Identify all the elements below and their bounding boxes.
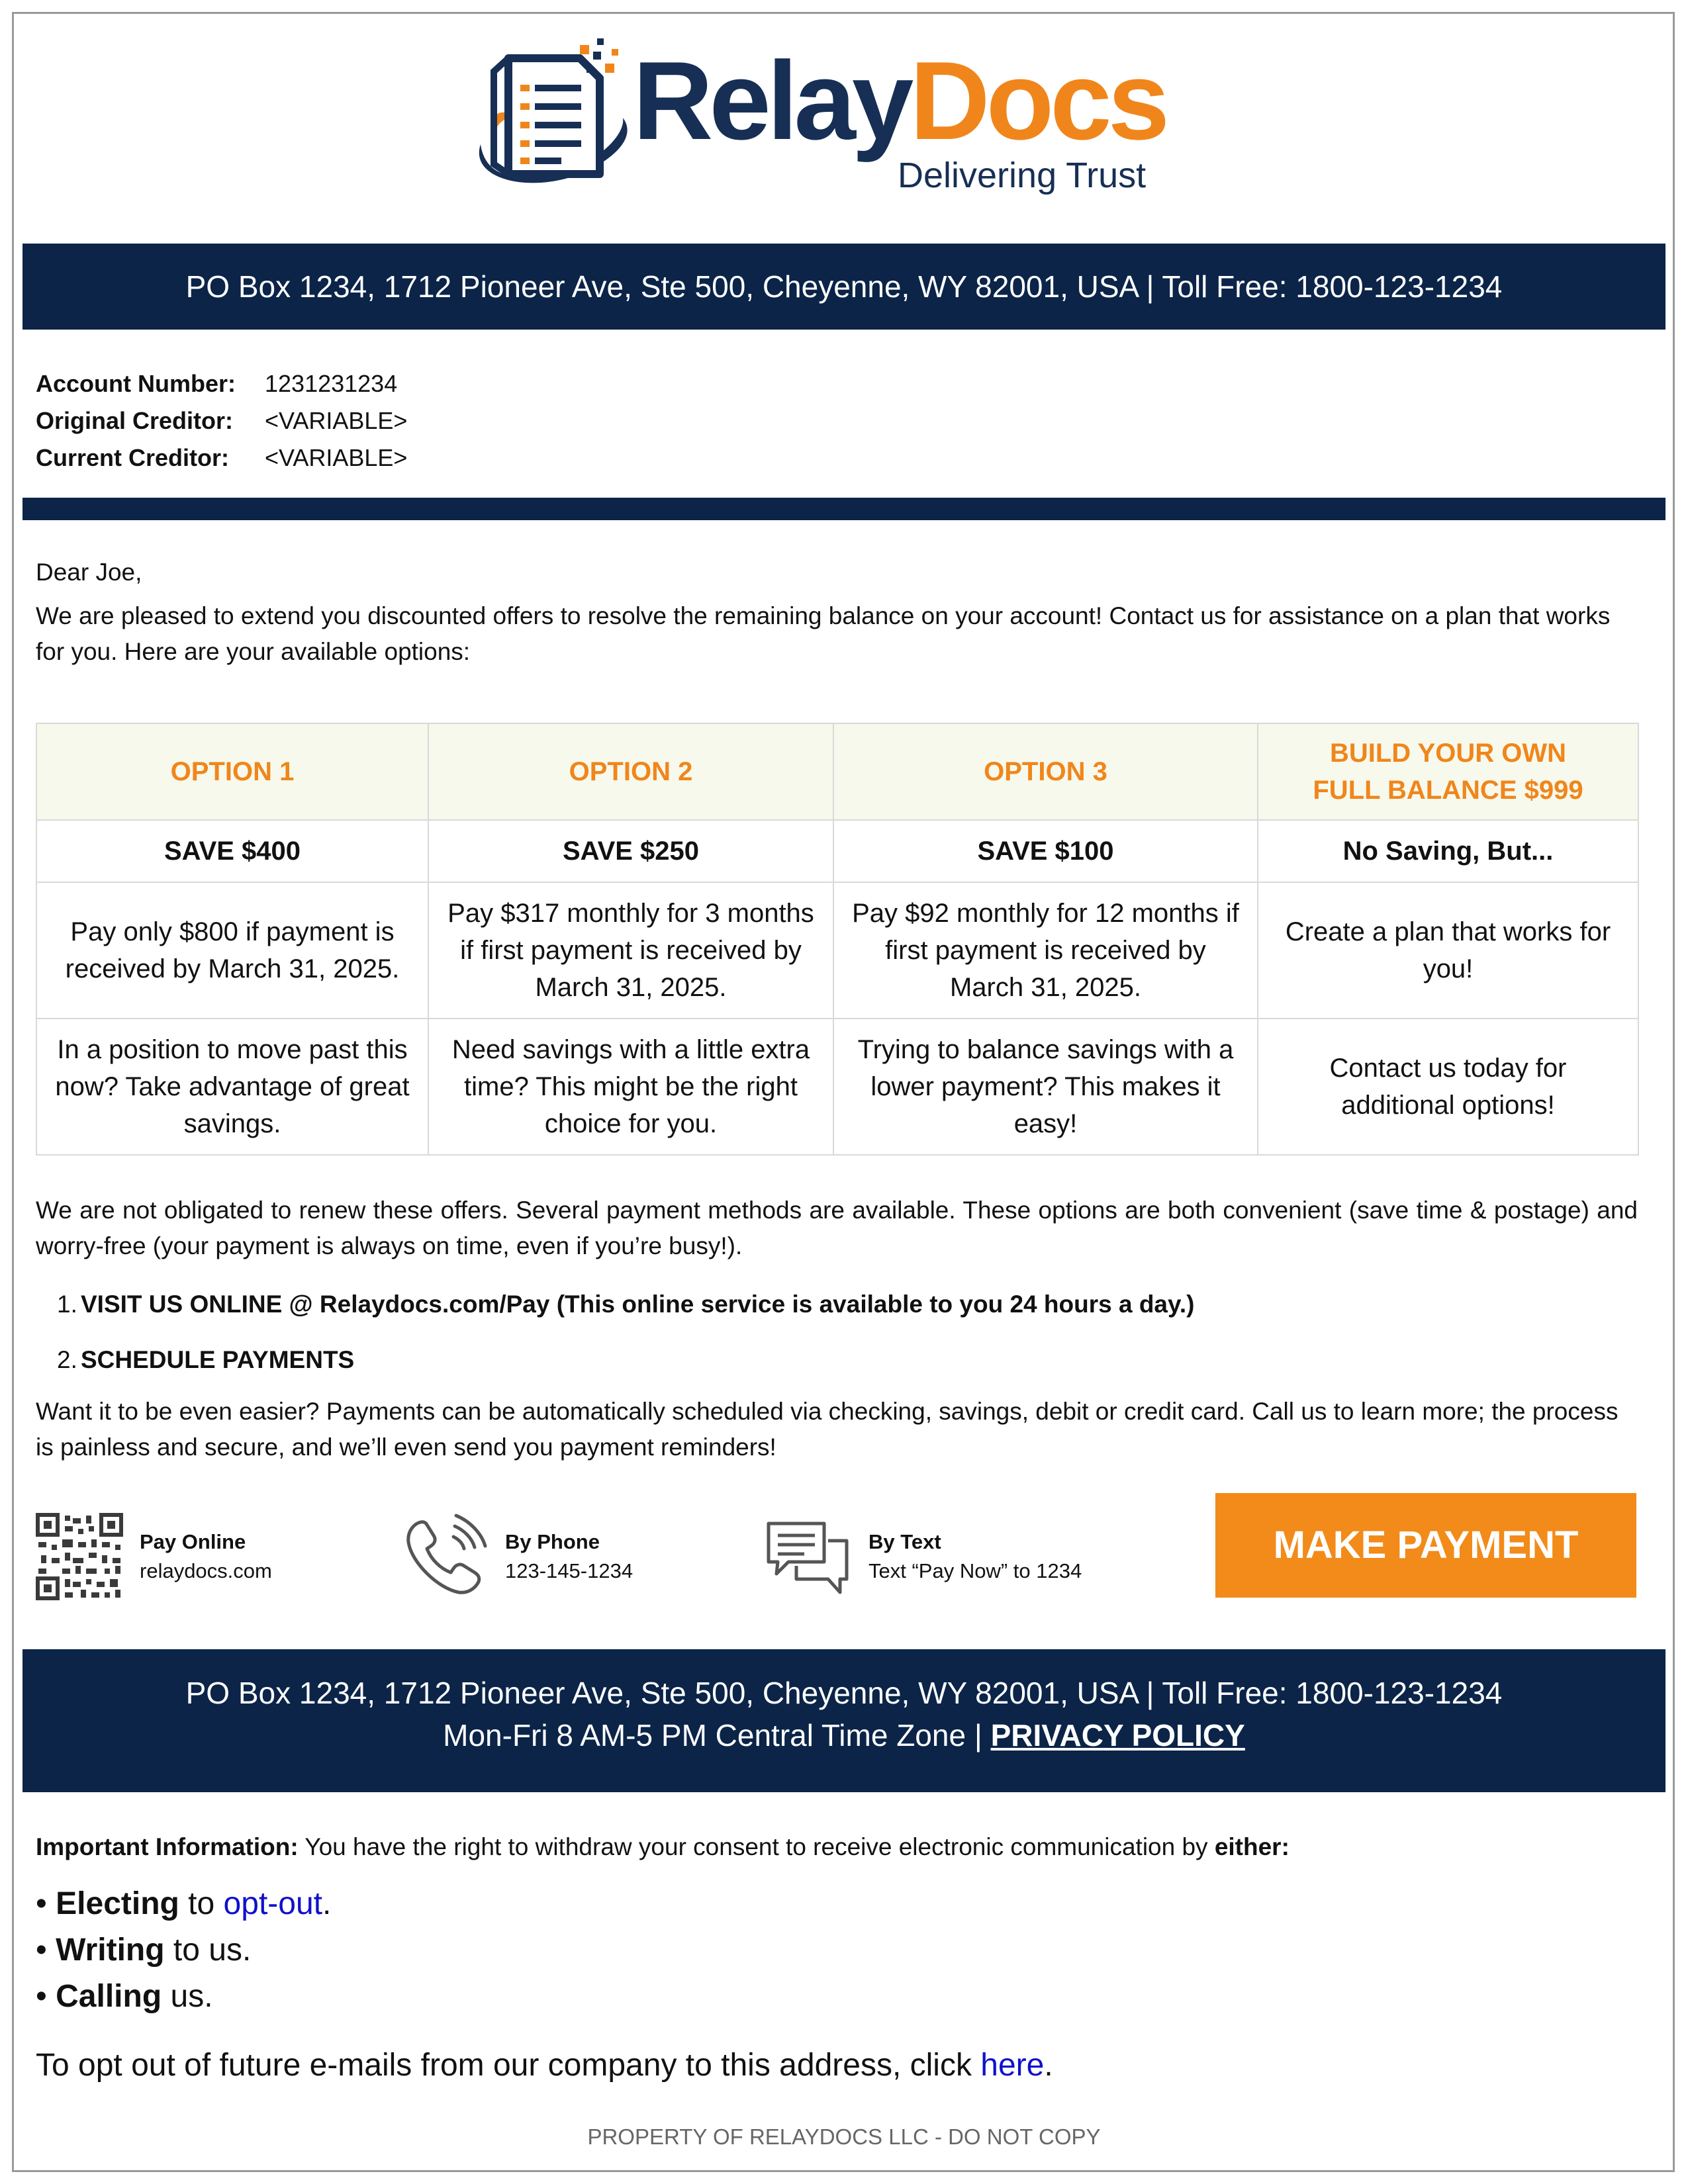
address-bar: PO Box 1234, 1712 Pioneer Ave, Ste 500, Cheyenne, WY 82001, USA | Toll Free: 1800-123-1234 bbox=[23, 244, 1665, 330]
original-creditor-label: Original Creditor: bbox=[36, 407, 234, 434]
make-payment-button[interactable]: MAKE PAYMENT bbox=[1215, 1493, 1636, 1598]
property-notice: PROPERTY OF RELAYDOCS LLC - DO NOT COPY bbox=[587, 2124, 1101, 2149]
bullet-middle: to bbox=[179, 1886, 224, 1921]
brand-tagline: Delivering Trust bbox=[898, 156, 1147, 195]
by-text-title: By Text bbox=[868, 1530, 941, 1553]
unsubscribe-line bbox=[36, 2042, 1053, 2089]
account-number-value: 1231231234 bbox=[265, 370, 398, 397]
current-creditor-label: Current Creditor: bbox=[36, 444, 230, 471]
brand-name bbox=[633, 38, 1166, 163]
option-4-tip: Contact us today for additional options! bbox=[1258, 1019, 1638, 1155]
options-tip-row bbox=[36, 1019, 1638, 1155]
bullet-bold: Electing bbox=[56, 1886, 179, 1921]
original-creditor-value: <VARIABLE> bbox=[265, 407, 408, 434]
bullet-end: us. bbox=[162, 1979, 213, 2014]
current-creditor-value: <VARIABLE> bbox=[265, 444, 408, 471]
option-1-savings: SAVE $400 bbox=[36, 820, 428, 882]
footer-address-bar bbox=[23, 1649, 1665, 1792]
autopay-text: Want it to be even easier? Payments can be automatically scheduled via checking, savings, debit or credit card. Call us to learn more; the process is painless and secure, and we’ll even send you payment reminders! bbox=[36, 1398, 1618, 1461]
option-3-savings: SAVE $100 bbox=[833, 820, 1258, 882]
option-3-header: OPTION 3 bbox=[833, 723, 1258, 820]
option-1-tip: In a position to move past this now? Take advantage of great savings. bbox=[36, 1019, 428, 1155]
unsubscribe-end: . bbox=[1044, 2048, 1053, 2083]
chat-bubbles-icon bbox=[765, 1513, 852, 1600]
by-text-contact[interactable] bbox=[765, 1513, 1135, 1599]
bullet-end: . bbox=[322, 1886, 332, 1921]
options-savings-row bbox=[36, 820, 1638, 882]
intro-text: We are pleased to extend you discounted offers to resolve the remaining balance on your account! Contact us for assistance on a plan that works for you. Here are your available options: bbox=[36, 602, 1611, 665]
payment-steps-list bbox=[57, 1287, 1194, 1398]
option-1-header: OPTION 1 bbox=[36, 723, 428, 820]
consent-options-list bbox=[36, 1881, 331, 2020]
option-2-header: OPTION 2 bbox=[428, 723, 833, 820]
text-instructions: Text “Pay Now” to 1234 bbox=[868, 1559, 1082, 1582]
list-item: • Electing to opt-out. bbox=[36, 1886, 332, 1921]
qr-code-icon bbox=[36, 1513, 123, 1600]
option-4-header-line2: FULL BALANCE $999 bbox=[1313, 776, 1583, 805]
bullet-bold: Calling bbox=[56, 1979, 162, 2014]
list-item bbox=[57, 1342, 1194, 1398]
footer-address: PO Box 1234, 1712 Pioneer Ave, Ste 500, Cheyenne, WY 82001, USA | Toll Free: 1800-123-1234 bbox=[185, 1676, 1503, 1710]
option-3-terms: Pay $92 monthly for 12 months if first payment is received by March 31, 2025. bbox=[833, 882, 1258, 1019]
brand-name-part2: Docs bbox=[910, 38, 1166, 163]
important-either: either: bbox=[1214, 1833, 1289, 1860]
obligation-text: We are not obligated to renew these offers. Several payment methods are available. These options are both convenient (save time & postage) and worry-free (your payment is always on time, even if you’re busy!). bbox=[36, 1197, 1638, 1259]
important-text: You have the right to withdraw your consent to receive electronic communication by bbox=[298, 1833, 1215, 1860]
pay-online-title: Pay Online bbox=[140, 1530, 246, 1553]
brand-name-part1: Relay bbox=[633, 38, 910, 163]
bullet-bold: Writing bbox=[56, 1933, 165, 1968]
list-item bbox=[57, 1287, 1194, 1342]
step-number: 2. bbox=[57, 1346, 77, 1373]
options-terms-row bbox=[36, 882, 1638, 1019]
option-4-header bbox=[1258, 723, 1638, 820]
option-4-terms: Create a plan that works for you! bbox=[1258, 882, 1638, 1019]
step-text: VISIT US ONLINE @ Relaydocs.com/Pay (This online service is available to you 24 hours a day.) bbox=[81, 1291, 1195, 1318]
important-info bbox=[36, 1829, 1638, 1865]
document-logo-icon bbox=[467, 32, 639, 204]
unsubscribe-link[interactable]: here bbox=[980, 2048, 1045, 2083]
option-4-header-line1: BUILD YOUR OWN bbox=[1329, 739, 1567, 768]
step-number: 1. bbox=[57, 1291, 77, 1318]
account-info bbox=[36, 365, 407, 477]
option-3-tip: Trying to balance savings with a lower payment? This makes it easy! bbox=[833, 1019, 1258, 1155]
privacy-policy-link[interactable]: PRIVACY POLICY bbox=[990, 1718, 1245, 1752]
list-item: • Writing to us. bbox=[36, 1933, 252, 1968]
section-divider bbox=[23, 498, 1665, 520]
by-phone-title: By Phone bbox=[505, 1530, 600, 1553]
phone-number[interactable]: 123-145-1234 bbox=[505, 1559, 633, 1582]
unsubscribe-text: To opt out of future e-mails from our company to this address, click bbox=[36, 2048, 981, 2083]
account-number-label: Account Number: bbox=[36, 370, 236, 397]
footer-hours: Mon-Fri 8 AM-5 PM Central Time Zone | bbox=[443, 1718, 991, 1752]
important-label: Important Information: bbox=[36, 1833, 299, 1860]
list-item: • Calling us. bbox=[36, 1979, 213, 2014]
footer-hours-line bbox=[23, 1715, 1665, 1755]
step-text: SCHEDULE PAYMENTS bbox=[81, 1346, 355, 1373]
pay-online-url[interactable]: relaydocs.com bbox=[140, 1559, 272, 1582]
option-1-terms: Pay only $800 if payment is received by March 31, 2025. bbox=[36, 882, 428, 1019]
opt-out-link[interactable]: opt-out bbox=[223, 1886, 322, 1921]
relaydocs-logo bbox=[467, 32, 1166, 204]
bullet-end: to us. bbox=[164, 1933, 252, 1968]
option-2-savings: SAVE $250 bbox=[428, 820, 833, 882]
option-4-savings: No Saving, But... bbox=[1258, 820, 1638, 882]
by-phone-contact[interactable] bbox=[400, 1513, 731, 1599]
options-header-row bbox=[36, 723, 1638, 820]
option-2-tip: Need savings with a little extra time? This might be the right choice for you. bbox=[428, 1019, 833, 1155]
options-table bbox=[36, 723, 1639, 1156]
option-2-terms: Pay $317 monthly for 3 months if first payment is received by March 31, 2025. bbox=[428, 882, 833, 1019]
pay-online-contact[interactable] bbox=[36, 1513, 367, 1599]
phone-icon bbox=[400, 1513, 488, 1600]
greeting: Dear Joe, bbox=[36, 559, 142, 586]
